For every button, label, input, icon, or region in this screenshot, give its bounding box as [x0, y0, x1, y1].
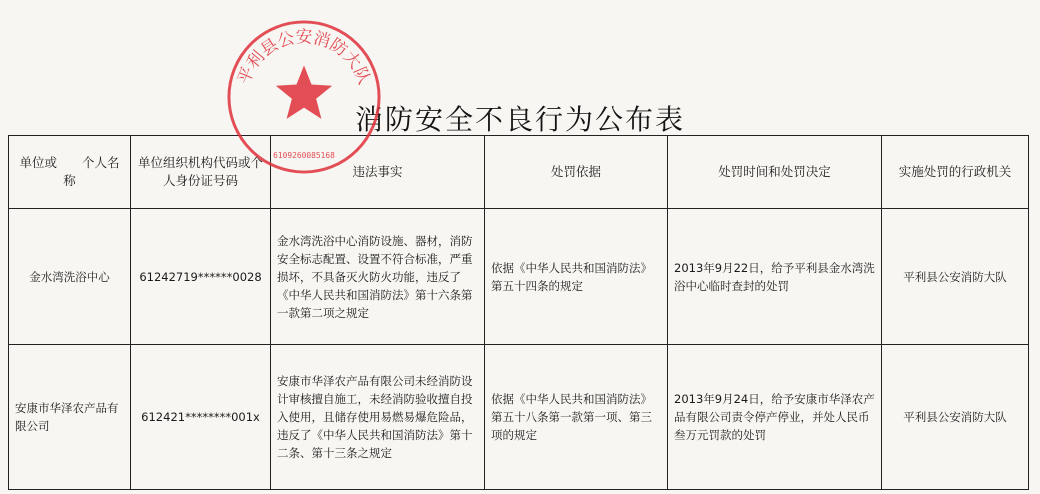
cell-unit-name: 安康市华泽农产品有限公司 [9, 345, 131, 490]
cell-id-code: 612421********001x [131, 345, 271, 490]
cell-authority: 平利县公安消防大队 [882, 345, 1029, 490]
table-header-row [9, 136, 1029, 209]
seal-text: 平利县公安消防大队 [233, 26, 375, 87]
table-row [9, 209, 1029, 345]
header-id-code: 单位组织机构代码或个人身份证号码 [131, 136, 271, 209]
header-unit-name: 单位或 个人名称 [9, 136, 131, 209]
header-penalty-basis: 处罚依据 [485, 136, 668, 209]
header-penalty-decision: 处罚时间和处罚决定 [668, 136, 882, 209]
official-seal [225, 18, 383, 176]
cell-penalty-basis: 依据《中华人民共和国消防法》第五十四条的规定 [485, 209, 668, 345]
cell-authority: 平利县公安消防大队 [882, 209, 1029, 345]
header-violation-facts: 违法事实 [271, 136, 485, 209]
table-row [9, 345, 1029, 490]
cell-violation-facts: 金水湾洗浴中心消防设施、器材，消防安全标志配置、设置不符合标准，严重损坏，不具备灭火防火功能，违反了《中华人民共和国消防法》第十六条第一款第二项之规定 [271, 209, 485, 345]
seal-star-icon [276, 65, 332, 118]
cell-violation-facts: 安康市华泽农产品有限公司未经消防设计审核擅自施工，未经消防验收擅自投入使用，且储存使用易燃易爆危险品，违反了《中华人民共和国消防法》第十二条、第十三条之规定 [271, 345, 485, 490]
seal-number: 6109260085168 [273, 151, 335, 161]
penalty-notice-table [8, 135, 1029, 490]
cell-id-code: 61242719******0028 [131, 209, 271, 345]
header-authority: 实施处罚的行政机关 [882, 136, 1029, 209]
document-title: 消防安全不良行为公布表 [354, 103, 685, 136]
cell-penalty-basis: 依据《中华人民共和国消防法》第五十八条第一款第一项、第三项的规定 [485, 345, 668, 490]
cell-penalty-decision: 2013年9月22日，给予平利县金水湾洗浴中心临时查封的处罚 [668, 209, 882, 345]
cell-unit-name: 金水湾洗浴中心 [9, 209, 131, 345]
cell-penalty-decision: 2013年9月24日，给予安康市华泽农产品有限公司责令停产停业，并处人民币叁万元罚款的处罚 [668, 345, 882, 490]
